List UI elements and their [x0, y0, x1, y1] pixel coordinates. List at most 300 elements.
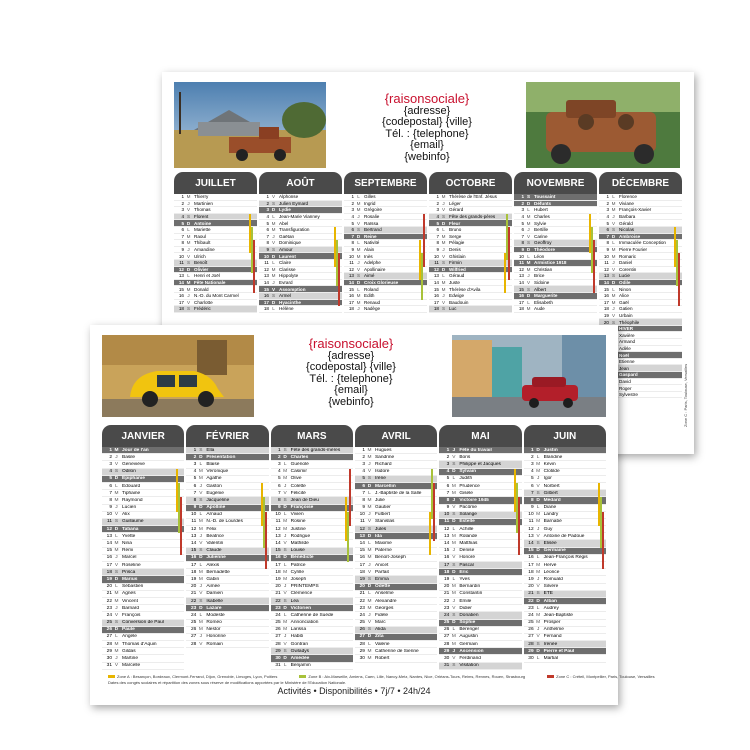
- saint-name: Fête Nationale: [194, 280, 226, 286]
- day-row: [344, 201, 427, 208]
- saint-name: Gildas: [122, 648, 136, 654]
- day-number: 26: [528, 627, 534, 633]
- day-number: 14: [190, 541, 197, 547]
- weekday-letter: D: [271, 299, 276, 305]
- day-row: [344, 273, 427, 280]
- day-number: 28: [275, 641, 281, 647]
- weekday-letter: S: [114, 519, 119, 525]
- saint-name: Larissa: [290, 627, 307, 633]
- day-row: [524, 469, 606, 476]
- weekday-letter: J: [357, 214, 360, 220]
- saint-name: Isidore: [374, 469, 390, 475]
- day-number: 11: [275, 519, 281, 525]
- day-number: 2: [362, 454, 365, 460]
- weekday-letter: V: [611, 312, 616, 318]
- month-header: AVRIL: [355, 425, 437, 447]
- day-row: [439, 562, 521, 569]
- weekday-letter: M: [271, 266, 276, 272]
- day-number: 31: [106, 663, 112, 669]
- day-row: [174, 293, 257, 300]
- day-number: 1: [351, 194, 354, 200]
- day-number: 7: [277, 490, 281, 496]
- day-number: 1: [277, 447, 281, 453]
- weekday-letter: M: [114, 497, 119, 503]
- saint-name: Marcellin: [374, 483, 396, 489]
- day-number: 13: [263, 273, 269, 279]
- day-row: [102, 505, 184, 512]
- saint-name: Evrard: [279, 280, 293, 286]
- weekday-letter: V: [186, 207, 191, 213]
- day-number: 9: [436, 247, 439, 253]
- day-row: [102, 576, 184, 583]
- day-number: 15: [263, 286, 269, 292]
- day-row: [102, 591, 184, 598]
- day-row: [439, 663, 521, 670]
- saint-name: Benoît-Joseph: [374, 555, 406, 561]
- day-row: [271, 634, 353, 641]
- saint-name: Gabin: [206, 576, 220, 582]
- saint-name: Jean de Dieu: [290, 497, 319, 503]
- weekday-letter: M: [367, 548, 372, 554]
- day-row: [259, 207, 342, 214]
- day-row: [439, 598, 521, 605]
- weekday-letter: J: [115, 505, 118, 511]
- weekday-letter: M: [186, 286, 191, 292]
- saint-name: Gérald: [619, 220, 633, 226]
- day-number: 23: [528, 605, 534, 611]
- saint-name: Jean-Marie Vianney: [279, 214, 320, 220]
- day-number: 15: [275, 548, 281, 554]
- day-row: [439, 634, 521, 641]
- weekday-letter: D: [536, 598, 540, 604]
- weekday-letter: M: [451, 541, 456, 547]
- weekday-letter: L: [187, 273, 190, 279]
- day-number: 27: [106, 634, 112, 640]
- day-row: [514, 194, 597, 201]
- saint-name: Aude: [534, 306, 545, 312]
- weekday-letter: L: [283, 512, 287, 518]
- day-number: 5: [530, 476, 534, 482]
- weekday-letter: J: [199, 584, 203, 590]
- weekday-letter: M: [283, 620, 288, 626]
- saint-name: Annonciation: [290, 620, 319, 626]
- postal-city-line: {codepostal} {ville}: [306, 361, 396, 374]
- day-row: [102, 641, 184, 648]
- saint-name: Fleur: [449, 220, 461, 226]
- saint-name: Noël: [619, 352, 629, 358]
- saint-name: Amandine: [194, 247, 215, 253]
- day-row: [174, 201, 257, 208]
- day-row: [174, 247, 257, 254]
- day-row: [259, 260, 342, 267]
- weekday-letter: D: [186, 266, 191, 272]
- saint-name: Léger: [449, 200, 461, 206]
- weekday-letter: S: [441, 214, 446, 220]
- saint-name: Arnaud: [206, 512, 222, 518]
- day-row: [259, 194, 342, 201]
- weekday-letter: V: [114, 612, 119, 618]
- saint-name: Gaëtan: [279, 233, 295, 239]
- weekday-letter: J: [283, 483, 287, 489]
- saint-name: Fête des grands-pères: [449, 214, 496, 220]
- saint-name: Thomas: [194, 207, 211, 213]
- day-number: 5: [436, 220, 439, 226]
- day-row: [344, 240, 427, 247]
- day-number: 24: [275, 612, 281, 618]
- day-row: [186, 483, 268, 490]
- day-number: 14: [603, 280, 609, 286]
- day-row: [102, 648, 184, 655]
- day-number: 6: [181, 227, 184, 233]
- day-row: [355, 576, 437, 583]
- saint-name: Clémence: [290, 591, 313, 597]
- day-row: [102, 620, 184, 627]
- day-number: 18: [263, 306, 269, 312]
- saint-name: Victoire 1945: [459, 497, 489, 503]
- day-row: [186, 519, 268, 526]
- day-row: [259, 267, 342, 274]
- saint-name: J.-Baptiste de la Salle: [374, 490, 422, 496]
- saint-name: Guy: [543, 526, 553, 532]
- day-number: 28: [528, 641, 534, 647]
- school-holiday-bar: [253, 240, 255, 293]
- saint-name: Roméo: [206, 620, 222, 626]
- day-number: 18: [190, 569, 197, 575]
- day-row: [186, 512, 268, 519]
- day-number: 27: [275, 634, 281, 640]
- day-row: [271, 648, 353, 655]
- day-row: [524, 519, 606, 526]
- day-number: 11: [349, 260, 354, 266]
- day-number: 9: [351, 247, 354, 253]
- slogan: Activités • Disponibilités • 7j/7 • 24h/24: [277, 686, 431, 696]
- day-number: 2: [193, 454, 197, 460]
- saint-name: Florence: [619, 194, 637, 200]
- weekday-letter: M: [441, 194, 446, 200]
- weekday-letter: J: [452, 548, 456, 554]
- saint-name: Carine: [534, 233, 548, 239]
- weekday-letter: M: [441, 286, 446, 292]
- day-row: [524, 526, 606, 533]
- weekday-letter: M: [536, 612, 541, 618]
- saint-name: Thomas d'Aquin: [122, 641, 157, 647]
- saint-name: Geneviève: [122, 461, 145, 467]
- day-number: 11: [444, 519, 450, 525]
- day-number: 8: [181, 240, 184, 246]
- saint-name: Béatrice: [206, 533, 224, 539]
- day-number: 7: [521, 233, 524, 239]
- day-number: 21: [443, 591, 450, 597]
- saint-name: Fulbert: [374, 512, 390, 518]
- saint-name: Angèle: [122, 634, 137, 640]
- weekday-letter: L: [199, 512, 203, 518]
- saint-name: Julienne: [206, 555, 226, 561]
- day-number: 1: [181, 194, 184, 200]
- weekday-letter: V: [526, 280, 531, 286]
- saint-name: Ingrid: [364, 200, 376, 206]
- weekday-letter: M: [198, 576, 203, 582]
- day-number: 4: [109, 469, 112, 475]
- weekday-letter: M: [367, 598, 372, 604]
- day-row: [174, 227, 257, 234]
- weekday-letter: V: [199, 490, 203, 496]
- day-number: 9: [109, 505, 112, 511]
- day-row: [271, 447, 353, 454]
- day-row: [271, 584, 353, 591]
- saint-name: Gilles: [364, 194, 376, 200]
- saint-name: Donatien: [459, 612, 479, 618]
- day-row: [514, 286, 597, 293]
- day-row: [514, 247, 597, 254]
- day-number: 13: [275, 533, 281, 539]
- day-number: 19: [528, 576, 534, 582]
- day-number: 8: [362, 497, 365, 503]
- day-row: [259, 293, 342, 300]
- day-row: [102, 555, 184, 562]
- weekday-letter: M: [114, 641, 119, 647]
- day-number: 17: [443, 562, 450, 568]
- saint-name: Lucie: [619, 273, 630, 279]
- saint-name: Dominique: [279, 240, 301, 246]
- day-row: [514, 306, 597, 313]
- day-number: 4: [530, 469, 534, 475]
- day-number: 3: [436, 207, 439, 213]
- saint-name: Matthias: [459, 541, 478, 547]
- weekday-letter: J: [283, 634, 287, 640]
- saint-name: Nestor: [206, 627, 221, 633]
- weekday-letter: J: [612, 214, 615, 220]
- day-number: 1: [193, 447, 197, 453]
- day-row: [524, 454, 606, 461]
- day-row: [599, 286, 682, 293]
- saint-name: Anthelme: [543, 627, 564, 633]
- day-number: 15: [190, 548, 197, 554]
- day-row: [439, 605, 521, 612]
- saint-name: Olive: [290, 476, 302, 482]
- weekday-letter: L: [283, 612, 287, 618]
- day-row: [102, 469, 184, 476]
- weekday-letter: S: [356, 227, 361, 233]
- saint-name: Géraud: [449, 273, 465, 279]
- day-row: [429, 253, 512, 260]
- day-row: [102, 512, 184, 519]
- saint-name: Benjamin: [290, 663, 311, 669]
- weekday-letter: S: [536, 641, 540, 647]
- day-row: [524, 540, 606, 547]
- day-number: 17: [190, 562, 197, 568]
- weekday-letter: J: [199, 634, 203, 640]
- saint-name: Roseline: [122, 562, 141, 568]
- saint-name: Ascension: [459, 648, 484, 654]
- school-holiday-bar: [678, 253, 680, 306]
- weekday-letter: D: [356, 233, 361, 239]
- saint-name: Marcelle: [122, 663, 141, 669]
- weekday-letter: L: [527, 207, 530, 213]
- month-header: JUILLET: [174, 172, 257, 194]
- day-number: 5: [521, 220, 524, 226]
- weekday-letter: M: [451, 641, 456, 647]
- day-number: 4: [436, 214, 439, 220]
- day-number: 8: [266, 240, 269, 246]
- saint-name: Médard: [543, 497, 561, 503]
- saint-name: Germain: [459, 641, 478, 647]
- saint-name: Éric: [459, 569, 469, 575]
- day-number: 12: [275, 526, 281, 532]
- day-number: 6: [521, 227, 524, 233]
- day-row: [429, 306, 512, 313]
- day-row: [599, 280, 682, 287]
- day-number: 20: [106, 584, 112, 590]
- day-row: [524, 555, 606, 562]
- day-row: [514, 253, 597, 260]
- saint-name: Armel: [279, 293, 291, 299]
- day-row: [429, 220, 512, 227]
- day-number: 24: [106, 612, 112, 618]
- saint-name: Jean-François Régis: [543, 555, 588, 561]
- saint-name: Lydie: [279, 207, 291, 213]
- day-number: 30: [359, 656, 365, 662]
- day-row: [599, 260, 682, 267]
- day-number: 13: [433, 273, 439, 279]
- saint-name: Patrice: [290, 562, 306, 568]
- weekday-letter: V: [114, 562, 119, 568]
- weekday-letter: J: [452, 447, 456, 453]
- day-row: [186, 469, 268, 476]
- saint-name: Émile: [459, 598, 472, 604]
- day-row: [186, 591, 268, 598]
- day-number: 20: [359, 584, 365, 590]
- weekday-letter: M: [356, 299, 361, 305]
- saint-name: Audrey: [543, 605, 559, 611]
- saint-name: Prudence: [459, 483, 480, 489]
- day-row: [439, 490, 521, 497]
- weekday-letter: S: [526, 194, 531, 200]
- day-number: 8: [193, 497, 197, 503]
- saint-name: Guillaume: [122, 519, 144, 525]
- day-row: [102, 497, 184, 504]
- saint-name: Parfait: [374, 569, 389, 575]
- saint-name: Raïssa: [364, 220, 379, 226]
- weekday-letter: M: [198, 476, 203, 482]
- company-name: {raisonsociale}: [384, 91, 470, 106]
- saint-name: Laurent: [279, 253, 296, 259]
- day-number: 21: [528, 591, 534, 597]
- day-number: 22: [443, 598, 450, 604]
- weekday-letter: L: [368, 591, 371, 597]
- weekday-letter: V: [611, 220, 616, 226]
- day-number: 16: [443, 555, 450, 561]
- saint-name: Anicet: [374, 562, 389, 568]
- saint-name: Alain: [364, 247, 375, 253]
- saint-name: Frédéric: [194, 306, 211, 312]
- saint-name: Roger: [619, 385, 632, 391]
- day-row: [186, 454, 268, 461]
- day-row: [524, 627, 606, 634]
- day-number: 26: [275, 627, 281, 633]
- weekday-letter: M: [441, 240, 446, 246]
- weekday-letter: S: [186, 306, 191, 312]
- day-row: [271, 569, 353, 576]
- saint-name: HIVER: [619, 326, 634, 332]
- weekday-letter: L: [283, 461, 287, 467]
- day-number: 12: [603, 266, 609, 272]
- school-holiday-bar: [265, 512, 267, 570]
- saint-name: Marc: [374, 620, 386, 626]
- saint-name: Martinien: [194, 200, 213, 206]
- saint-name: Justine: [290, 526, 306, 532]
- day-number: 3: [530, 461, 534, 467]
- day-row: [599, 247, 682, 254]
- day-number: 22: [528, 598, 534, 604]
- weekday-letter: D: [114, 476, 119, 482]
- day-number: 6: [530, 483, 534, 489]
- day-number: 18: [433, 306, 439, 312]
- weekday-letter: M: [441, 280, 446, 286]
- day-row: [524, 505, 606, 512]
- day-number: 7: [181, 233, 184, 239]
- day-row: [102, 663, 184, 670]
- weekday-letter: M: [356, 253, 361, 259]
- weekday-letter: D: [283, 454, 287, 460]
- day-number: 16: [190, 555, 197, 561]
- day-row: [344, 253, 427, 260]
- day-number: 13: [443, 533, 450, 539]
- email-line: {email}: [410, 139, 444, 152]
- weekday-letter: M: [451, 634, 456, 640]
- weekday-letter: S: [356, 273, 361, 279]
- day-row: [271, 476, 353, 483]
- day-row: [271, 620, 353, 627]
- saint-name: Damien: [206, 591, 223, 597]
- saint-name: Fidèle: [374, 612, 389, 618]
- weekday-letter: V: [441, 299, 446, 305]
- weekday-letter: V: [367, 569, 372, 575]
- saint-name: Prosper: [543, 620, 561, 626]
- saint-name: Georges: [374, 605, 394, 611]
- day-number: 24: [528, 612, 534, 618]
- day-number: 4: [277, 469, 281, 475]
- day-number: 21: [359, 591, 365, 597]
- day-number: 14: [178, 280, 184, 286]
- day-row: [514, 300, 597, 307]
- day-number: 18: [359, 569, 365, 575]
- day-number: 14: [518, 280, 524, 286]
- day-row: [259, 306, 342, 313]
- saint-name: Corentin: [619, 266, 637, 272]
- postal-city-line: {codepostal} {ville}: [382, 116, 472, 129]
- day-number: 22: [106, 598, 112, 604]
- day-row: [186, 584, 268, 591]
- legend-zone-a: [108, 674, 277, 679]
- day-number: 5: [193, 476, 197, 482]
- day-number: 25: [528, 620, 534, 626]
- saint-name: Catherine de Sienne: [374, 648, 419, 654]
- weekday-letter: D: [452, 519, 456, 525]
- saint-name: Alphonse: [279, 194, 299, 200]
- day-number: 11: [107, 519, 112, 525]
- day-row: [524, 483, 606, 490]
- saint-name: Nina: [122, 541, 132, 547]
- day-number: 16: [433, 293, 439, 299]
- saint-name: Colette: [290, 483, 306, 489]
- day-row: [429, 201, 512, 208]
- day-row: [186, 555, 268, 562]
- saint-name: Immaculée Conception: [619, 240, 666, 246]
- weekday-letter: V: [283, 541, 287, 547]
- day-number: 11: [528, 519, 534, 525]
- photo-old-truck-barn: [174, 82, 326, 168]
- weekday-letter: S: [367, 476, 372, 482]
